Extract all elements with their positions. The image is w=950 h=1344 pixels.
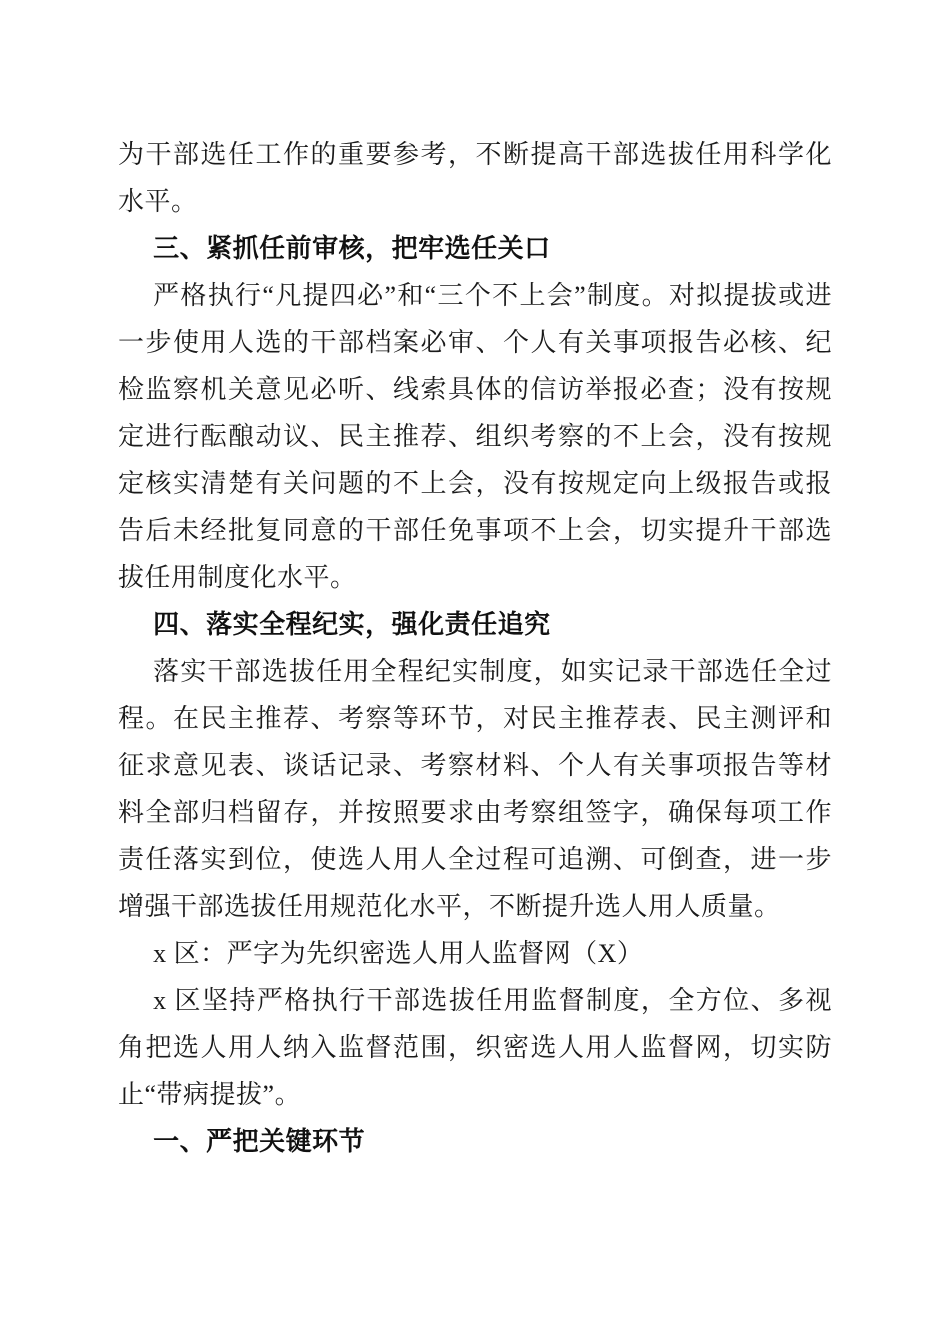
paragraph-x-district-title: x 区：严字为先织密选人用人监督网（X） <box>153 939 644 968</box>
paragraph-section-four: 落实干部选拔任用全程纪实制度，如实记录干部选任全过程。在民主推荐、考察等环节，对民主推荐表、民主测评和征求意见表、谈话记录、考察材料、个人有关事项报告等材料全部归档留存，并按照要求由考察组签字，确保每项工作责任落实到位，使选人用人全过程可追溯、可倒查，进一步增强干部选拔任用规范化水平，不断提升选人用人质量。 <box>118 657 832 921</box>
document-body <box>118 131 832 1165</box>
section-heading-three: 三、紧抓任前审核，把牢选任关口 <box>153 233 551 263</box>
paragraph-continued-from-previous-page: 为干部选任工作的重要参考，不断提高干部选拔任用科学化水平。 <box>118 140 832 216</box>
section-heading-one: 一、严把关键环节 <box>153 1126 366 1156</box>
section-heading-four: 四、落实全程纪实，强化责任追究 <box>153 609 551 639</box>
paragraph-section-three: 严格执行“凡提四必”和“三个不上会”制度。对拟提拔或进一步使用人选的干部档案必审、个人有关事项报告必核、纪检监察机关意见必听、线索具体的信访举报必查；没有按规定进行酝酿动议、民主推荐、组织考察的不上会，没有按规定核实清楚有关问题的不上会，没有按规定向上级报告或报告后未经批复同意的干部任免事项不上会，切实提升干部选拔任用制度化水平。 <box>118 281 832 592</box>
paragraph-x-district-intro: x 区坚持严格执行干部选拔任用监督制度，全方位、多视角把选人用人纳入监督范围，织密选人用人监督网，切实防止“带病提拔”。 <box>118 986 832 1109</box>
